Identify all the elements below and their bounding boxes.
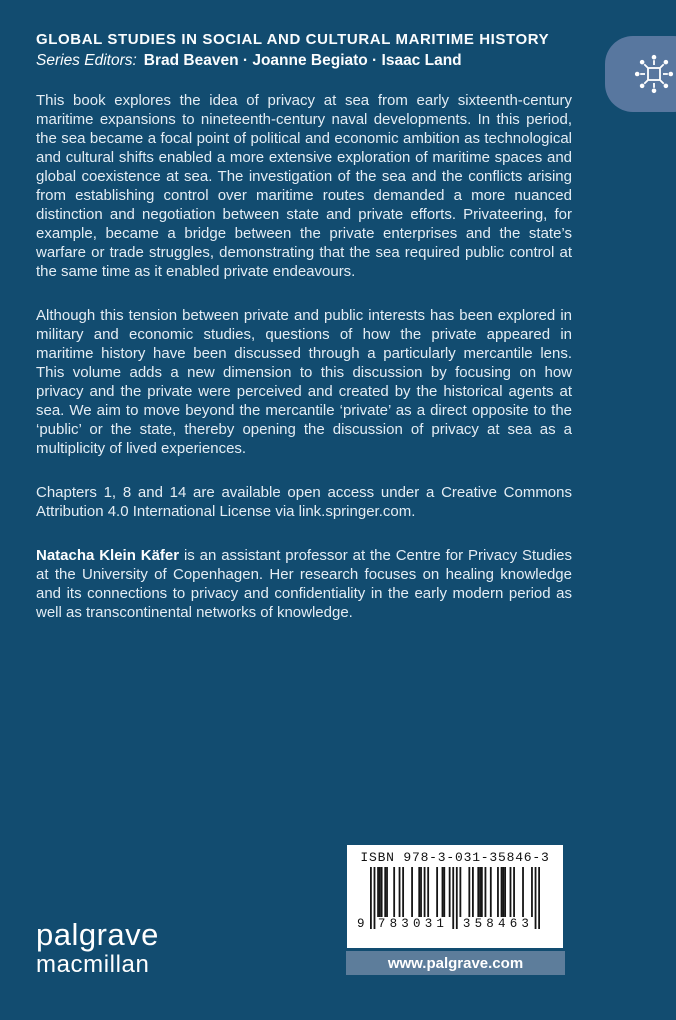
publisher-wordmark (36, 918, 159, 978)
back-cover-text (36, 91, 572, 647)
blurb-paragraph-2: Although this tension between private and public interests has been explored in military and economic studies, questions of how the private appeared in maritime history have been discussed through a particularly mercantile lens. This volume adds a new dimension to this discussion by focusing on how privacy and the private were perceived and created by the historical agents at sea. We aim to move beyond the mercantile ‘private’ as a direct opposite to the ‘public’ or the state, thereby opening the discussion of privacy at sea as a multiplicity of lived experiences. (36, 307, 572, 457)
ean-first-digit: 9 (357, 917, 365, 931)
macmillan-wordmark: macmillan (36, 951, 150, 978)
series-title: GLOBAL STUDIES IN SOCIAL AND CULTURAL MARITIME HISTORY (36, 31, 550, 48)
ean-digit-group-2: 358463 (462, 917, 534, 931)
author-bio-text: is an assistant professor at the Centre for Privacy Studies at the University of Copenhagen. Her research focuses on healing knowledge and its connections to privacy and confidentiality in the early modern period as well as transcontinental networks of knowledge. (36, 547, 573, 621)
blurb-paragraph-1: This book explores the idea of privacy at sea from early sixteenth-century maritime expansions to nineteenth-century naval developments. In this period, the sea became a focal point of political and economic ambition as technological and cultural shifts enabled a more extensive exploration of maritime spaces and global coexistence at sea. The investigation of the sea and the conflicts arising from establishing control over maritime routes demanded a more nuanced distinction and negotiation between state and private efforts. Privateering, for example, became a bridge between the private enterprises and the state’s warfare or trade struggles, demonstrating that the sea required public control at the same time as it enabled private endeavours. (36, 92, 572, 280)
ean-digit-group-1: 783031 (377, 917, 449, 931)
series-editors-names: Brad Beaven · Joanne Begiato · Isaac Land (143, 52, 462, 69)
series-editors (36, 51, 576, 71)
author-name: Natacha Klein Käfer (36, 547, 180, 564)
publisher-website-bar (346, 951, 565, 975)
barcode-panel (347, 845, 563, 948)
open-access-note: Chapters 1, 8 and 14 are available open access under a Creative Commons Attribution 4.0 International License via link.springer.com. (36, 484, 572, 520)
series-logo-badge (605, 36, 676, 112)
series-editors-label: Series Editors: (36, 52, 137, 69)
ean13-barcode (357, 867, 540, 945)
series-header (36, 30, 576, 71)
author-bio (36, 546, 572, 622)
isbn-label: ISBN 978-3-031-35846-3 (360, 850, 550, 865)
compass-asterisk-icon (632, 52, 676, 96)
palgrave-wordmark: palgrave (36, 917, 159, 952)
publisher-website: www.palgrave.com (387, 954, 524, 972)
